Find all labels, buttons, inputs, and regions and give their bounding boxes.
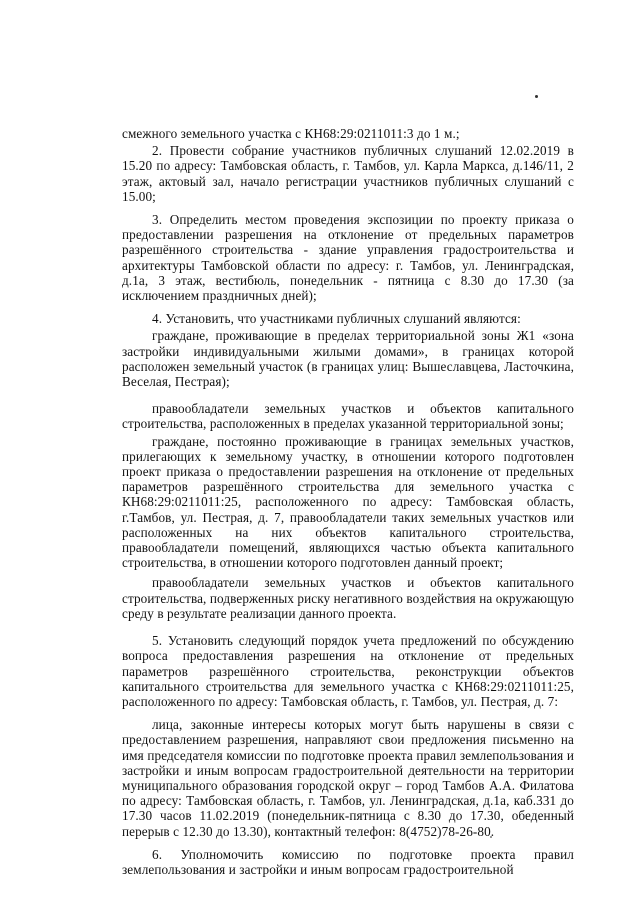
paragraph-participants-residents: граждане, проживающие в пределах территориальной зоны Ж1 «зона застройки индивидуальными жилыми домами», в границах которой расположен земельный участок (в границах улиц: Вышеславцева, Ласточкина, Веселая, Пестрая); [122,328,574,390]
scan-speck-mark [535,95,538,98]
paragraph-item-2: 2. Провести собрание участников публичных слушаний 12.02.2019 в 15.20 по адресу: Тамбовская область, г. Тамбов, ул. Карла Маркса, д.146/11, 2 этаж, актовый зал, начало регистрации участников публичных слушаний с 15.00; [122,143,574,204]
paragraph-participants-adjacent: граждане, постоянно проживающие в границах земельных участков, прилегающих к земельному участку, в отношении которого подготовлен проект приказа о предоставлении разрешения на отклонение от предельных параметров разрешённого строительства для земельного участка с КН68:29:0211011:25, расположенного по адресу: Тамбовская область, г.Тамбов, ул. Пестрая, д. 7, правообладатели таких земельных участков или расположенных на них объектов капитального строительства, правообладатели помещений, являющихся частью объекта капитального строительства, в отношении которого подготовлен данный проект; [122,433,574,571]
paragraph-continuation: смежного земельного участка с КН68:29:0211011:3 до 1 м.; [122,126,460,141]
paragraph-item-4: 4. Установить, что участниками публичных слушаний являются: [152,311,521,327]
paragraph-participants-risk: правообладатели земельных участков и объектов капитального строительства, подверженных риску негативного воздействия на окружающую среду в результате реализации данного проекта. [122,575,574,621]
document-body [122,126,574,877]
paragraph-item-5: 5. Установить следующий порядок учета предложений по обсуждению вопроса предоставления разрешения на отклонение от предельных параметров разрешённого строительства, реконструкции объектов капитального строительства для земельного участка с КН68:29:0211011:25, расположенного по адресу: Тамбовская область, г. Тамбов, ул. Пестрая, д. 7: [122,633,574,709]
paragraph-item-6: 6. Уполномочить комиссию по подготовке проекта правил землепользования и застройки и иным вопросам градостроительной [122,846,574,877]
paragraph-participants-owners: правообладатели земельных участков и объектов капитального строительства, расположенных в пределах указанной территориальной зоны; [122,401,574,432]
paragraph-item-3: 3. Определить местом проведения экспозиции по проекту приказа о предоставлении разрешения на отклонение от предельных параметров разрешённого строительства - здание управления градостроительства и архитектуры Тамбовской области по адресу: г. Тамбов, ул. Ленинградская, д.1а, 3 этаж, вестибюль, понедельник - пятница с 8.30 до 17.30 (за исключением праздничных дней); [122,212,574,304]
paragraph-proposals-procedure: лица, законные интересы которых могут быть нарушены в связи с предоставлением разрешения, направляют свои предложения письменно на имя председателя комиссии по подготовке проекта правил землепользования и застройки и иным вопросам градостроительной деятельности на территории муниципального образования городской округ – город Тамбов А.А. Филатова по адресу: Тамбовская область, г. Тамбов, ул. Ленинградская, д.1а, каб.331 до 17.30 часов 11.02.2019 (понедельник-пятница с 8.30 до 17.30, обеденный перерыв с 12.30 до 13.30), контактный телефон: 8(4752)78-26-80. [122,717,574,839]
